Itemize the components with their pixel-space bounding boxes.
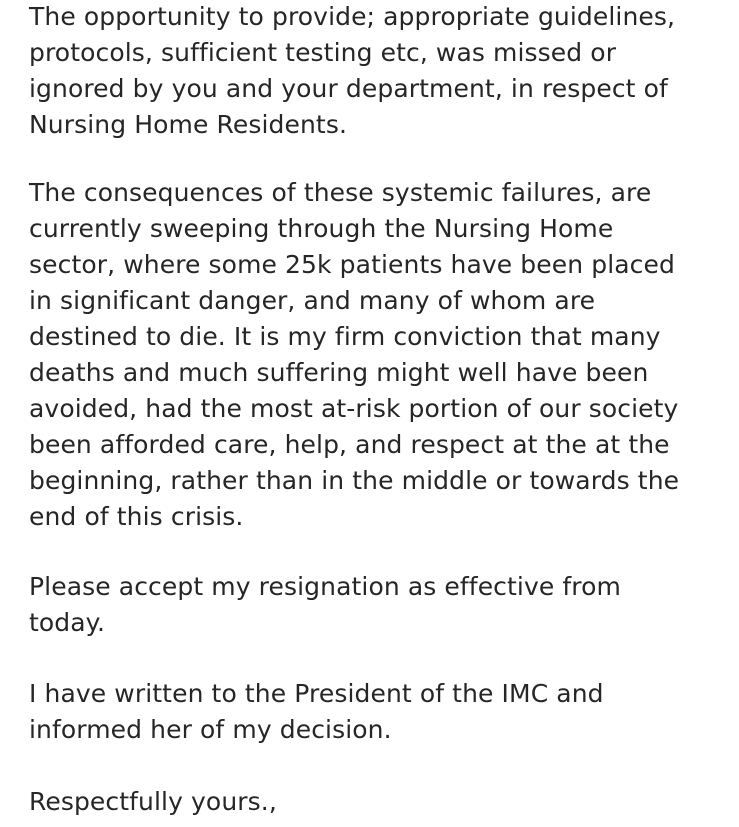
text-line: Respectfully yours., xyxy=(29,787,277,816)
text-line: The consequences of these systemic failures, are xyxy=(29,178,652,207)
text-line: in significant danger, and many of whom are xyxy=(29,286,596,315)
text-line: The opportunity to provide; appropriate guidelines, xyxy=(29,2,676,31)
text-line: sector, where some 25k patients have been placed xyxy=(29,250,675,279)
paragraph-resignation xyxy=(29,569,621,641)
text-line: deaths and much suffering might well have been xyxy=(29,358,649,387)
paragraph-consequences xyxy=(29,175,679,535)
text-line: destined to die. It is my firm conviction that many xyxy=(29,322,661,351)
text-line: Please accept my resignation as effective from xyxy=(29,572,621,601)
text-line: I have written to the President of the IMC and xyxy=(29,679,604,708)
text-line: protocols, sufficient testing etc, was missed or xyxy=(29,38,617,67)
sign-off xyxy=(29,784,277,820)
text-line: end of this crisis. xyxy=(29,502,244,531)
text-line: beginning, rather than in the middle or towards the xyxy=(29,466,680,495)
paragraph-imc-notice xyxy=(29,676,604,748)
text-line: Nursing Home Residents. xyxy=(29,110,347,139)
text-line: informed her of my decision. xyxy=(29,715,392,744)
text-line: currently sweeping through the Nursing Home xyxy=(29,214,614,243)
text-line: been afforded care, help, and respect at the at the xyxy=(29,430,670,459)
paragraph-missed-opportunity xyxy=(29,0,675,143)
text-line: today. xyxy=(29,608,106,637)
text-line: avoided, had the most at-risk portion of our society xyxy=(29,394,679,423)
text-line: ignored by you and your department, in respect of xyxy=(29,74,668,103)
